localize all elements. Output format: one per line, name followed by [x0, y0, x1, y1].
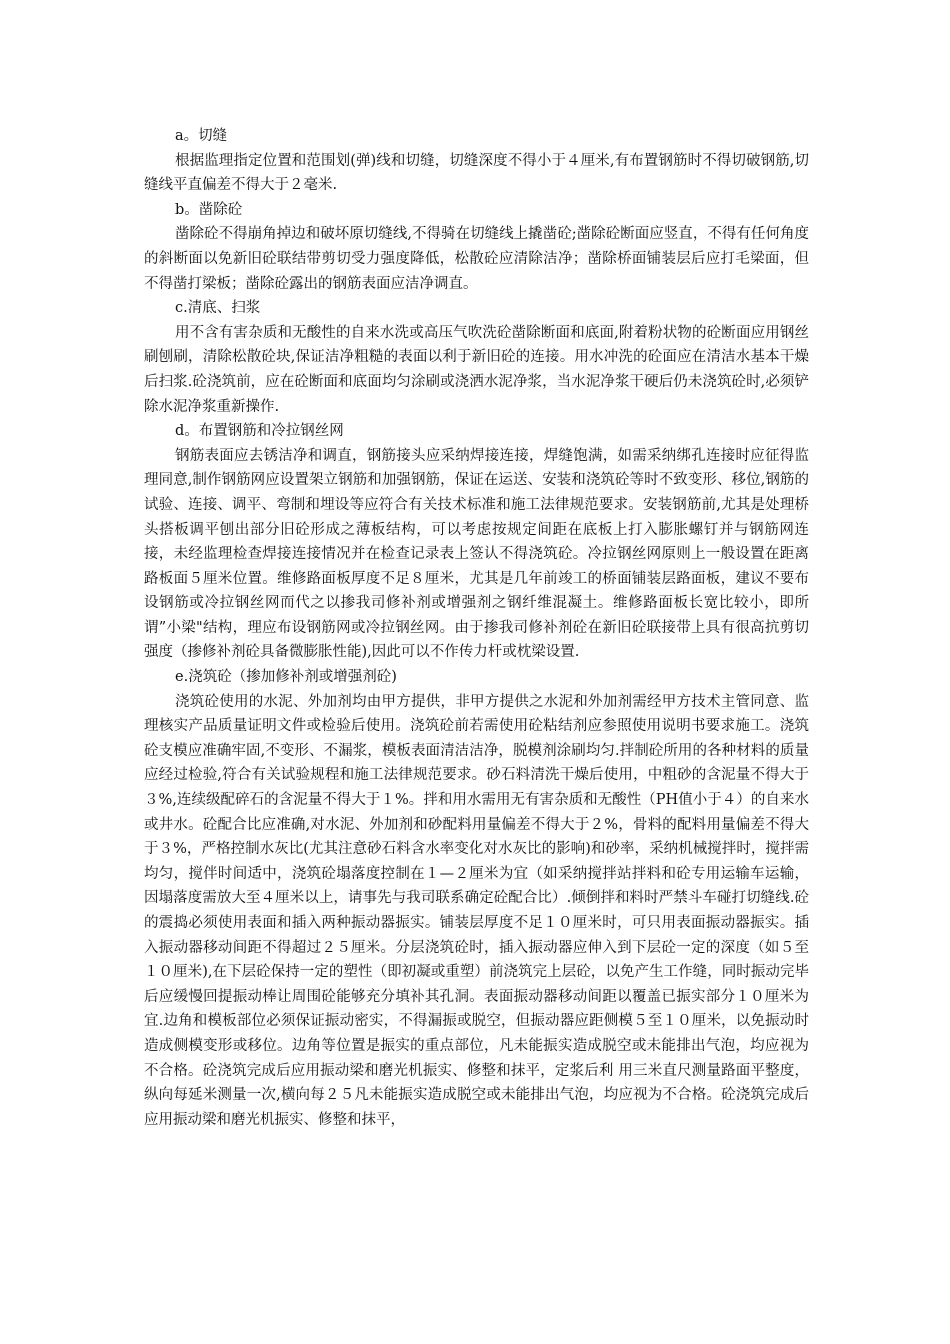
section-d-heading: d。布置钢筋和冷拉钢丝网: [175, 423, 344, 440]
section-c-heading: c.清底、扫浆: [175, 300, 261, 317]
section-a-heading: a。切缝: [175, 128, 228, 144]
section-d-body: 钢筋表面应去锈洁净和调直，钢筋接头应采纳焊接连接，焊缝饱满，如需采纳绑孔连接时应征得监理同意,制作钢筋网应设置架立钢筋和加强钢筋，保证在运送、安装和浇筑砼等时不致变形、移位,钢筋的试验、连接、调平、弯制和埋设等应符合有关技术标准和施工法律规范要求。安装钢筋前,尤其是处理桥头搭板调平刨出部分旧砼形成之薄板结构，可以考虑按规定间距在底板上打入膨胀螺钉并与钢筋网连接，未经监理检查焊接连接情况并在检查记录表上签认不得浇筑砼。冷拉钢丝网原则上一般设置在距离路板面５厘米位置。维修路面板厚度不足８厘米，尤其是几年前竣工的桥面铺装层路面板，建议不要布设钢筋或冷拉钢丝网而代之以掺我司修补剂或增强剂之钢纤维混凝土。维修路面板长宽比较小，即所谓”小梁"结构，理应布设钢筋网或冷拉钢丝网。由于掺我司修补剂砼在新旧砼联接带上具有很高抗剪切强度（掺修补剂砼具备微膨胀性能),因此可以不作传力杆或枕梁设置.: [144, 447, 809, 661]
section-b-body: 凿除砼不得崩角掉边和破坏原切缝线,不得骑在切缝线上撬凿砼;凿除砼断面应竖直，不得有任何角度的斜断面以免新旧砼联结带剪切受力强度降低，松散砼应清除洁净；凿除桥面铺装层后应打毛梁面，但不得凿打梁板；凿除砼露出的钢筋表面应洁净调直。: [144, 226, 809, 292]
document-page: [144, 124, 809, 1132]
section-e-body: 浇筑砼使用的水泥、外加剂均由甲方提供，非甲方提供之水泥和外加剂需经甲方技术主管同意、监理核实产品质量证明文件或检验后使用。浇筑砼前若需使用砼粘结剂应参照使用说明书要求施工。浇筑砼支模应准确牢固,不变形、不漏浆，模板表面清洁洁净，脱模剂涂刷均匀.拌制砼所用的各种材料的质量应经过检验,符合有关试验规程和施工法律规范要求。砂石料清洗干燥后使用，中粗砂的含泥量不得大于３%,连续级配碎石的含泥量不得大于１%。拌和用水需用无有害杂质和无酸性（PH值小于４）的自来水或井水。砼配合比应准确,对水泥、外加剂和砂配料用量偏差不得大于２%，骨料的配料用量偏差不得大于３%，严格控制水灰比(尤其注意砂石料含水率变化对水灰比的影响)和砂率，采纳机械搅拌时，搅拌需均匀，搅伴时间适中，浇筑砼塌落度控制在１—２厘米为宜（如采纳搅拌站拌料和砼专用运输车运输，因塌落度需放大至４厘米以上，请事先与我司联系确定砼配合比）.倾倒拌和料时严禁斗车碰打切缝线.砼的震捣必须使用表面和插入两种振动器振实。铺装层厚度不足１０厘米时，可只用表面振动器振实。插入振动器移动间距不得超过２５厘米。分层浇筑砼时，插入振动器应伸入到下层砼一定的深度（如５至１０厘米),在下层砼保持一定的塑性（即初凝或重塑）前浇筑完上层砼，以免产生工作缝，同时振动完毕后应缓慢回提振动棒让周围砼能够充分填补其孔洞。表面振动器移动间距以覆盖已振实部分１０厘米为宜.边角和模板部位必须保证振动密实，不得漏振或脱空，但振动器应距侧模５至１０厘米，以免振动时造成侧模变形或移位。边角等位置是振实的重点部位，凡未能振实造成脱空或未能排出气泡，均应视为不合格。砼浇筑完成后应用振动梁和磨光机振实、修整和抹平，定浆后利 用三米直尺测量路面平整度，纵向每延米测量一次,横向每２５凡未能振实造成脱空或未能排出气泡，均应视为不合格。砼浇筑完成后应用振动梁和磨光机振实、修整和抹平，: [144, 693, 809, 1128]
section-a-body: 根据监理指定位置和范围划(弹)线和切缝，切缝深度不得小于４厘米,有布置钢筋时不得切破钢筋,切缝线平直偏差不得大于２毫米.: [144, 152, 809, 194]
section-e-heading: e.浇筑砼（掺加修补剂或增强剂砼): [175, 669, 397, 686]
section-c-body: 用不含有害杂质和无酸性的自来水洗或高压气吹洗砼凿除断面和底面,附着粉状物的砼断面应用钢丝刷刨刷，清除松散砼块,保证洁净粗糙的表面以利于新旧砼的连接。用水冲洗的砼面应在清洁水基本干燥后扫浆.砼浇筑前，应在砼断面和底面均匀涂刷或浇洒水泥净浆，当水泥净浆干硬后仍未浇筑砼时,必须铲除水泥净浆重新操作.: [144, 324, 809, 415]
section-b-heading: b。凿除砼: [175, 201, 243, 218]
